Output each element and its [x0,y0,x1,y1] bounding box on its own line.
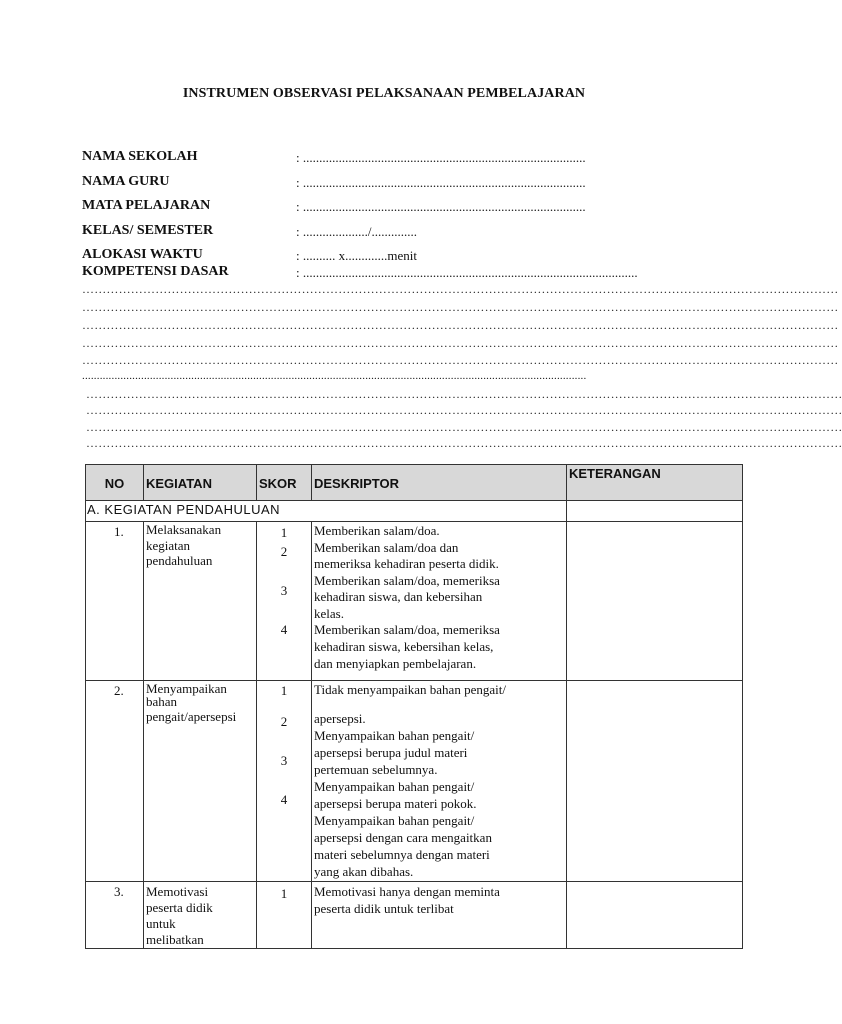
deskriptor-text: kehadiran siswa, dan kebersihan [314,589,483,604]
no-cell [86,882,144,949]
deskriptor-text: memeriksa kehadiran peserta didik. [314,556,499,571]
header-deskriptor-cell [312,465,567,501]
observation-table [85,464,743,949]
keterangan-cell[interactable] [567,522,743,681]
dotted-line: ........................................................................................................................................................................... [82,370,587,382]
deskriptor-text: pertemuan sebelumnya. [314,762,438,777]
field-value-nama-sekolah: : ....................................................................................... [296,150,586,165]
keterangan-cell[interactable] [567,681,743,882]
header-deskriptor: DESKRIPTOR [314,476,399,491]
kegiatan-cell [144,882,257,949]
deskriptor-text: materi sebelumnya dengan materi [314,847,490,862]
header-keterangan: KETERANGAN [569,466,661,481]
field-label-kompetensi-dasar: KOMPETENSI DASAR [82,264,229,279]
section-keterangan-cell [567,501,743,522]
skor-value: 3 [280,753,288,768]
deskriptor-text: apersepsi berupa judul materi [314,745,468,760]
deskriptor-cell [312,681,567,882]
row-number: 1. [114,524,124,539]
deskriptor-text: dan menyiapkan pembelajaran. [314,656,477,671]
deskriptor-text: Memberikan salam/doa. [314,523,440,538]
field-value-nama-guru: : ....................................................................................... [296,175,586,190]
dotted-line: …………………………………………………………………………………………………………………………………………………………………… [82,353,839,367]
field-label-alokasi-waktu: ALOKASI WAKTU [82,247,203,262]
skor-cell [257,681,312,882]
deskriptor-text: Memberikan salam/doa dan [314,540,459,555]
header-keterangan-cell [567,465,743,501]
deskriptor-cell [312,882,567,949]
header-no-cell [86,465,144,501]
table-row [86,681,743,882]
deskriptor-text: Memberikan salam/doa, memeriksa [314,622,500,637]
kegiatan-text: bahan [146,694,178,709]
field-label-mata-pelajaran: MATA PELAJARAN [82,198,211,213]
header-kegiatan: KEGIATAN [146,476,212,491]
deskriptor-text: Memberikan salam/doa, memeriksa [314,573,500,588]
skor-value: 3 [280,583,288,598]
deskriptor-text: apersepsi berupa materi pokok. [314,796,477,811]
section-cell [86,501,567,522]
deskriptor-text: kelas. [314,606,344,621]
kegiatan-text: peserta didik [146,900,213,915]
dotted-line: …………………………………………………………………………………………………………………………………………………………………… [86,403,842,417]
header-kegiatan-cell [144,465,257,501]
deskriptor-text: apersepsi. [314,711,366,726]
skor-cell [257,522,312,681]
dotted-line: …………………………………………………………………………………………………………………………………………………………………… [86,436,842,450]
kegiatan-cell [144,522,257,681]
deskriptor-text: kehadiran siswa, kebersihan kelas, [314,639,494,654]
section-row [86,501,743,522]
dotted-line: …………………………………………………………………………………………………………………………………………………………………… [82,282,839,296]
kegiatan-text: Memotivasi [146,884,209,899]
deskriptor-text: Menyampaikan bahan pengait/ [314,779,475,794]
section-title: A. KEGIATAN PENDAHULUAN [87,502,281,517]
kegiatan-text: melibatkan [146,932,204,947]
kegiatan-text: Melaksanakan [146,522,222,537]
kegiatan-text: kegiatan [146,538,191,553]
table-row [86,882,743,949]
field-label-nama-guru: NAMA GURU [82,174,170,189]
deskriptor-cell [312,522,567,681]
skor-value: 1 [280,683,288,698]
deskriptor-text: Menyampaikan bahan pengait/ [314,813,475,828]
kegiatan-text: pengait/apersepsi [146,709,237,724]
deskriptor-text: peserta didik untuk terlibat [314,901,454,916]
dotted-line: …………………………………………………………………………………………………………………………………………………………………… [86,387,842,401]
dotted-line: …………………………………………………………………………………………………………………………………………………………………… [86,420,842,434]
no-cell [86,681,144,882]
keterangan-cell[interactable] [567,882,743,949]
row-number: 3. [114,884,124,899]
kegiatan-text: Menyampaikan [146,681,227,696]
header-no: NO [104,476,125,491]
deskriptor-text: apersepsi dengan cara mengaitkan [314,830,492,845]
field-label-kelas-semester: KELAS/ SEMESTER [82,223,214,238]
dotted-line: …………………………………………………………………………………………………………………………………………………………………… [82,300,839,314]
deskriptor-text: Memotivasi hanya dengan meminta [314,884,500,899]
dotted-line: …………………………………………………………………………………………………………………………………………………………………… [82,318,839,332]
field-label-nama-sekolah: NAMA SEKOLAH [82,149,198,164]
skor-value: 4 [280,622,288,637]
kegiatan-cell [144,681,257,882]
skor-cell [257,882,312,949]
table-row [86,522,743,681]
no-cell [86,522,144,681]
document-title: INSTRUMEN OBSERVASI PELAKSANAAN PEMBELAJARAN [182,86,586,101]
deskriptor-text: yang akan dibahas. [314,864,414,879]
deskriptor-text: Menyampaikan bahan pengait/ [314,728,475,743]
kegiatan-text: untuk [146,916,176,931]
kegiatan-text: pendahuluan [146,553,213,568]
field-value-alokasi-waktu: : .......... x.............menit [296,248,417,263]
field-value-kompetensi-dasar: : ....................................................................................................... [296,265,638,280]
skor-value: 2 [280,714,288,729]
field-value-kelas-semester: : ..................../.............. [296,224,417,239]
skor-value: 2 [280,544,288,559]
skor-value: 1 [280,525,288,540]
header-skor: SKOR [259,476,297,491]
skor-value: 1 [280,886,288,901]
deskriptor-text: Tidak menyampaikan bahan pengait/ [314,682,506,697]
dotted-line: …………………………………………………………………………………………………………………………………………………………………… [82,336,839,350]
field-value-mata-pelajaran: : ....................................................................................... [296,199,586,214]
table-header-row [86,465,743,501]
header-skor-cell [257,465,312,501]
row-number: 2. [114,683,124,698]
skor-value: 4 [280,792,288,807]
